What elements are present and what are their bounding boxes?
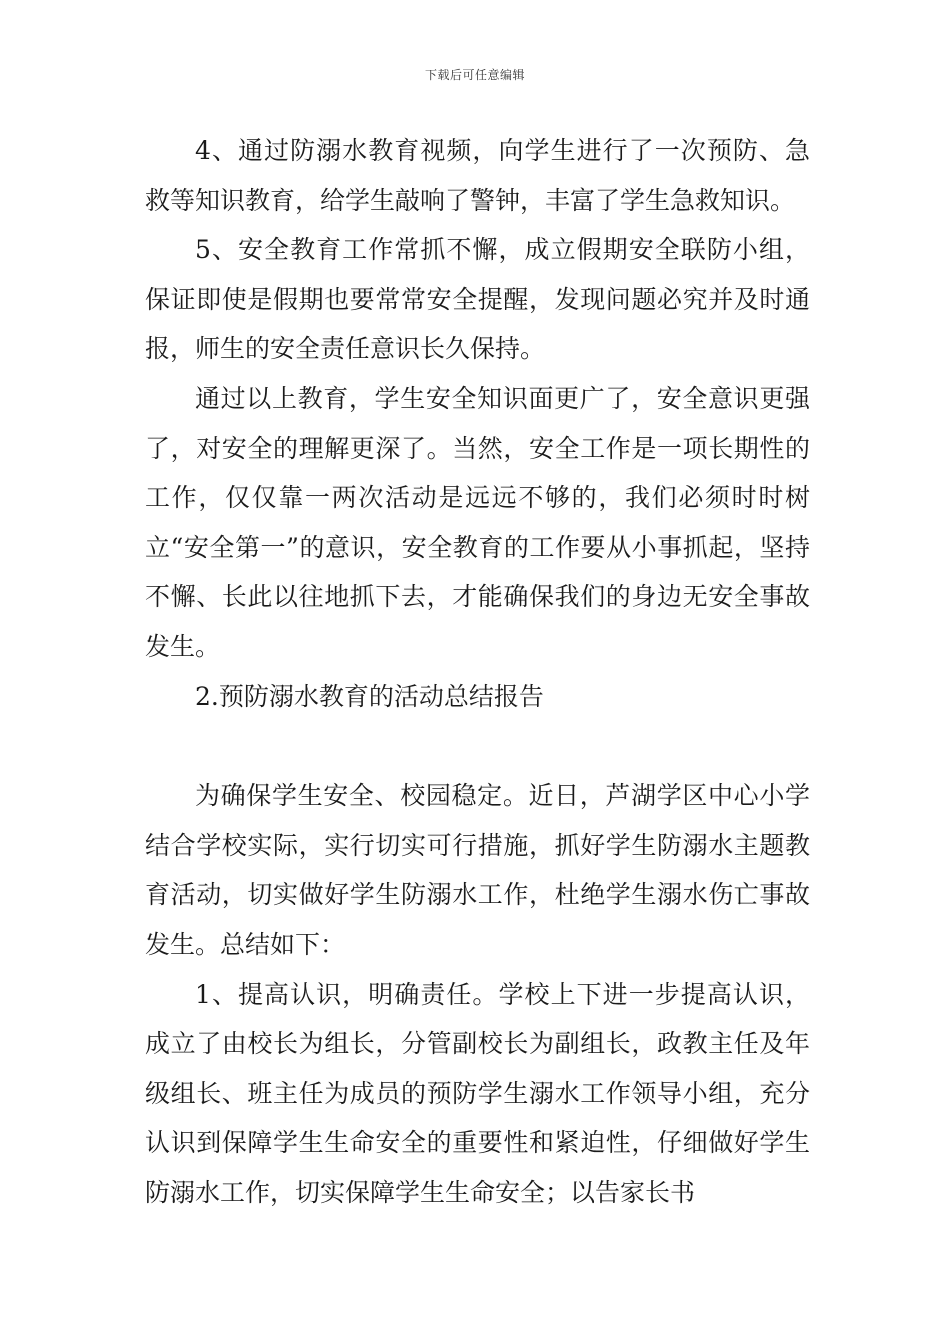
document-body — [145, 126, 810, 1217]
section-heading: 2.预防溺水教育的活动总结报告 — [195, 681, 544, 711]
paragraph-intro: 为确保学生安全、校园稳定。近日，芦湖学区中心小学结合学校实际，实行切实可行措施，抓好学生防溺水主题教育活动，切实做好学生防溺水工作，杜绝学生溺水伤亡事故发生。总结如下： — [145, 781, 810, 959]
paragraph-summary: 通过以上教育，学生安全知识面更广了，安全意识更强了，对安全的理解更深了。当然，安全工作是一项长期性的工作，仅仅靠一两次活动是远远不够的，我们必须时时树立“安全第一”的意识，安全教育的工作要从小事抓起，坚持不懈、长此以往地抓下去，才能确保我们的身边无安全事故发生。 — [145, 383, 810, 661]
paragraph-item-4: 4、通过防溺水教育视频，向学生进行了一次预防、急救等知识教育，给学生敲响了警钟，丰富了学生急救知识。 — [145, 136, 810, 215]
paragraph-item-5: 5、安全教育工作常抓不懈，成立假期安全联防小组，保证即使是假期也要常常安全提醒，发现问题必究并及时通报，师生的安全责任意识长久保持。 — [145, 235, 810, 364]
header-note: 下载后可任意编辑 — [424, 68, 525, 82]
paragraph-item-1: 1、提高认识，明确责任。学校上下进一步提高认识，成立了由校长为组长，分管副校长为副组长，政教主任及年级组长、班主任为成员的预防学生溺水工作领导小组，充分认识到保障学生生命安全的重要性和紧迫性，仔细做好学生防溺水工作，切实保障学生生命安全；以告家长书 — [145, 979, 810, 1207]
blank-line — [145, 721, 810, 771]
